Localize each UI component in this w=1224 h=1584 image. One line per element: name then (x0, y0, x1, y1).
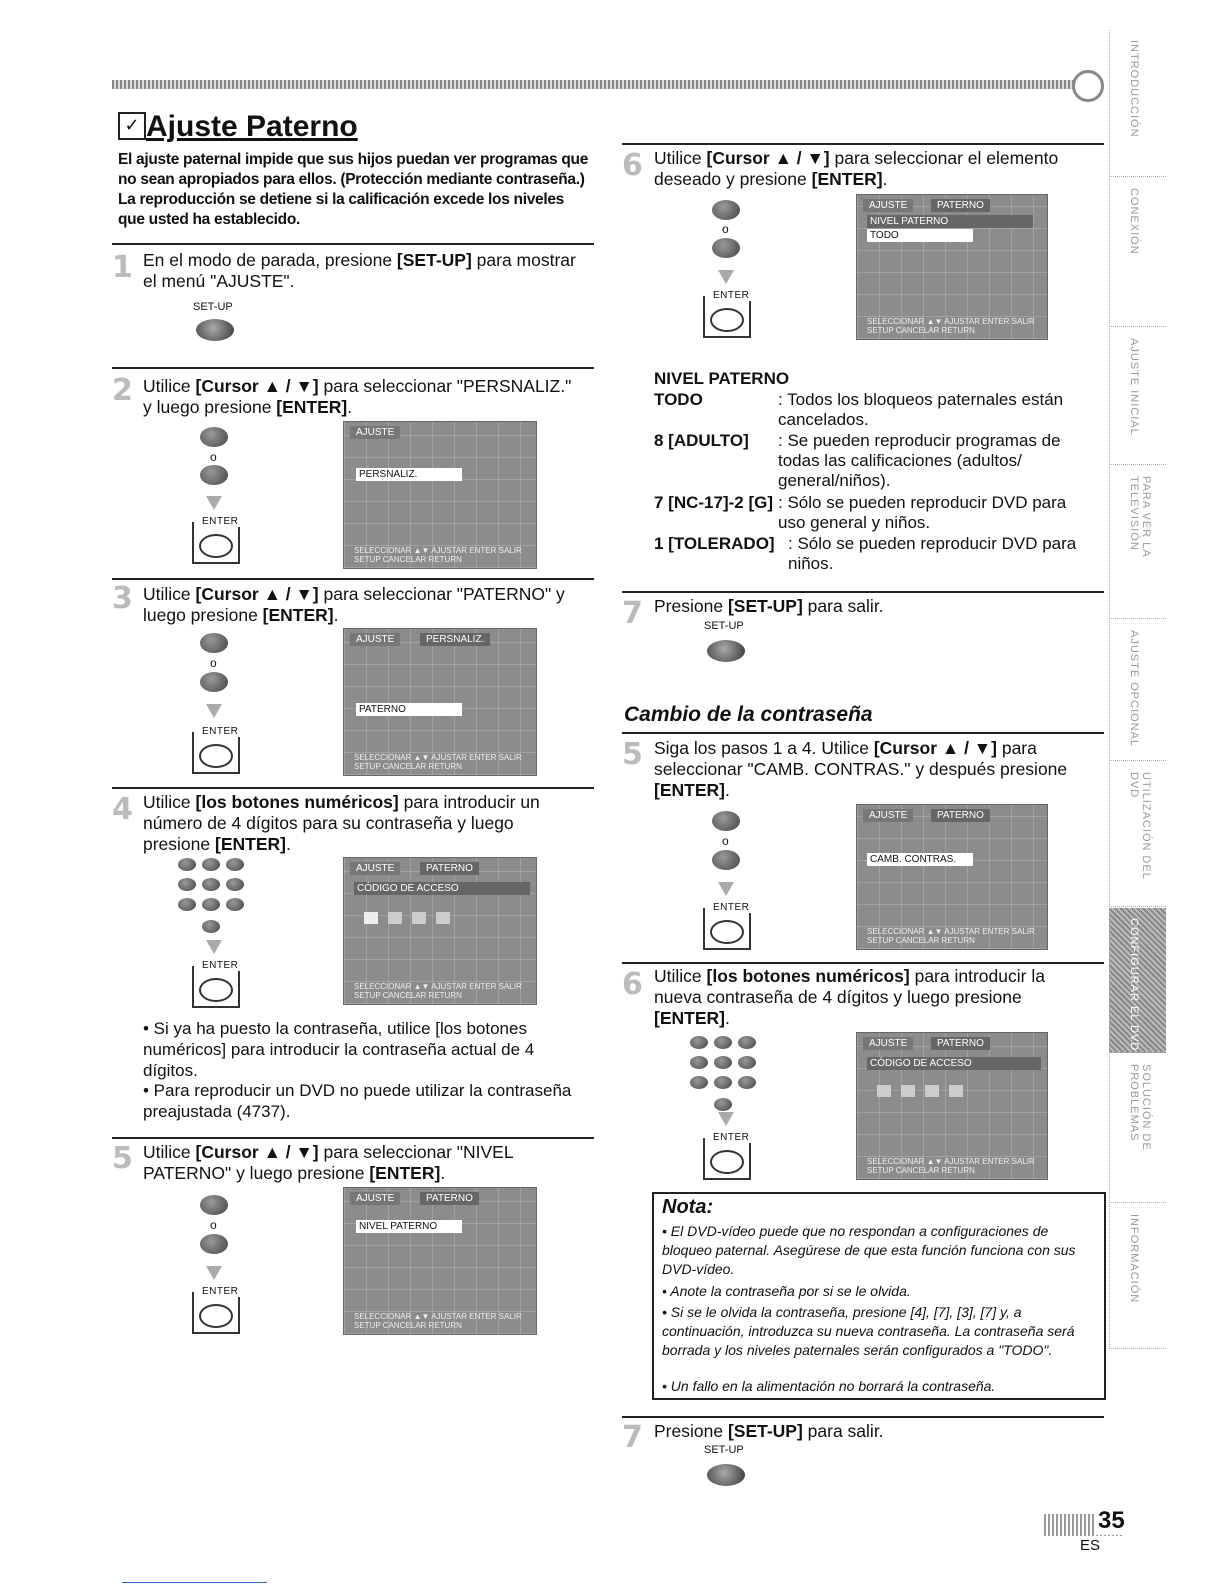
screen-todo (856, 194, 1048, 340)
setup-button-icon (707, 640, 745, 662)
arrow-down-icon (718, 882, 734, 896)
screen-selected-item: CÓDIGO DE ACCESO (354, 882, 530, 895)
setup-label: SET-UP (193, 301, 233, 313)
side-tab-label: CONEXIÓN (1128, 188, 1140, 255)
screen-tab: AJUSTE (863, 199, 913, 212)
cursor-down-icon (712, 850, 740, 870)
screen-selected-item: PATERNO (356, 703, 462, 716)
enter-label: ENTER (202, 1286, 239, 1297)
setup-label: SET-UP (704, 1444, 744, 1456)
step-4-bullet: • Para reproducir un DVD no puede utilizar la contraseña preajustada (4737). (143, 1081, 572, 1121)
note-item: • El DVD-vídeo puede que no respondan a configuraciones de bloqueo paternal. Asegúrese de que esta función funciona con sus DVD-vídeo. (662, 1223, 1076, 1277)
cursor-down-icon (200, 465, 228, 485)
nivel-label: 8 [ADULTO] (654, 431, 749, 450)
cursor-up-icon (712, 200, 740, 220)
step-4-bullet: • Si ya ha puesto la contraseña, utilice [los botones numéricos] para introducir la contraseña actual de 4 dígitos. (143, 1019, 535, 1080)
screen-tab: AJUSTE (350, 426, 400, 439)
step-6b-text: Utilice [los botones numéricos] para introducir la nueva contraseña de 4 dígitos y luego presione [ENTER]. (654, 966, 1045, 1028)
note-title: Nota: (662, 1196, 714, 1218)
side-tab-television[interactable] (1109, 466, 1166, 619)
enter-label: ENTER (202, 516, 239, 527)
step-divider (622, 962, 1104, 964)
step-6-text: Utilice [Cursor ▲ / ▼] para seleccionar el elemento deseado y presione [ENTER]. (654, 148, 1059, 189)
step-number: 5 (622, 737, 643, 772)
screen-selected-item: PERSNALIZ. (356, 468, 462, 481)
or-label: o (722, 834, 729, 848)
enter-circle-icon (199, 1304, 233, 1328)
enter-circle-icon (710, 308, 744, 332)
enter-label: ENTER (713, 1132, 750, 1143)
step-number: 7 (622, 1420, 643, 1455)
step-number: 5 (112, 1141, 133, 1176)
checkbox-icon: ✓ (118, 112, 146, 140)
screen-footer: SELECCIONAR ▲▼ AJUSTAR ENTER SALIR SETUP CANCELAR RETURN (867, 1157, 1035, 1175)
screen-camb-contras (856, 804, 1048, 950)
step-3-text: Utilice [Cursor ▲ / ▼] para seleccionar "PATERNO" y luego presione [ENTER]. (143, 584, 565, 625)
arrow-down-icon (206, 704, 222, 718)
screen-tab: PATERNO (931, 199, 990, 212)
side-tab-label: CONFIGURAR EL DVD (1128, 918, 1140, 1052)
screen-new-code (856, 1032, 1048, 1180)
enter-circle-icon (199, 744, 233, 768)
enter-button-icon (192, 960, 240, 1008)
enter-circle-icon (710, 920, 744, 944)
enter-circle-icon (710, 1150, 744, 1174)
or-label: o (722, 222, 729, 236)
enter-button-icon (192, 516, 240, 564)
side-tab-label: SOLUCIÓN DE PROBLEMAS (1128, 1064, 1152, 1151)
arrow-down-icon (718, 1112, 734, 1126)
side-tab-configurar-dvd[interactable] (1109, 908, 1166, 1053)
step-5b-text: Siga los pasos 1 a 4. Utilice [Cursor ▲ / ▼] para seleccionar "CAMB. CONTRAS." y después presione [ENTER]. (654, 738, 1068, 800)
side-tab-ajuste-inicial[interactable] (1109, 328, 1166, 465)
step-7b-text: Presione [SET-UP] para salir. (654, 1421, 884, 1441)
nivel-heading: NIVEL PATERNO (654, 369, 790, 388)
intro-text: El ajuste paternal impide que sus hijos puedan ver programas que no sean apropiados para ellos. (Protección mediante contraseña.) La reproducción se detiene si la calificación excede los niveles que usted ha establecido. (118, 151, 589, 228)
step-divider (622, 732, 1104, 734)
screen-tab: AJUSTE (350, 862, 400, 875)
page-number: 35 (1098, 1507, 1125, 1534)
setup-button-icon (196, 319, 234, 341)
screen-codigo (343, 857, 537, 1005)
nivel-text: : Todos los bloqueos paternales están cancelados. (778, 390, 1064, 429)
step-number: 4 (112, 792, 133, 827)
screen-tab: AJUSTE (863, 1037, 913, 1050)
screen-footer: SELECCIONAR ▲▼ AJUSTAR ENTER SALIR SETUP CANCELAR RETURN (354, 546, 522, 564)
enter-button-icon (703, 1132, 751, 1180)
step-divider (112, 578, 594, 580)
screen-selected-item: NIVEL PATERNO (356, 1220, 462, 1233)
step-divider (622, 591, 1104, 593)
nivel-label: TODO (654, 390, 703, 409)
enter-label: ENTER (202, 726, 239, 737)
or-label: o (210, 450, 217, 464)
screen-tab: PATERNO (931, 1037, 990, 1050)
enter-button-icon (192, 726, 240, 774)
bottom-link-line (122, 1582, 267, 1583)
screen-footer: SELECCIONAR ▲▼ AJUSTAR ENTER SALIR SETUP CANCELAR RETURN (354, 1312, 522, 1330)
screen-tab: PATERNO (420, 862, 479, 875)
step-number: 7 (622, 596, 643, 631)
screen-selected-item: CÓDIGO DE ACCESO (867, 1057, 1041, 1070)
side-tab-introduccion[interactable] (1109, 30, 1166, 177)
side-tab-label: UTILIZACIÓN DEL DVD (1128, 772, 1152, 880)
step-number: 1 (112, 250, 133, 285)
screen-selected-item: TODO (867, 229, 973, 242)
setup-label: SET-UP (704, 620, 744, 632)
side-tab-ajuste-opcional[interactable] (1109, 620, 1166, 761)
nivel-text: : Sólo se pueden reproducir DVD para uso general y niños. (778, 493, 1067, 532)
or-label: o (210, 1218, 217, 1232)
enter-label: ENTER (713, 902, 750, 913)
top-decorative-line (112, 80, 1084, 89)
step-2-text: Utilice [Cursor ▲ / ▼] para seleccionar "PERSNALIZ." y luego presione [ENTER]. (143, 376, 572, 417)
step-5-text: Utilice [Cursor ▲ / ▼] para seleccionar "NIVEL PATERNO" y luego presione [ENTER]. (143, 1142, 513, 1183)
step-divider (112, 243, 594, 245)
screen-selected-item: CAMB. CONTRAS. (867, 853, 973, 866)
side-tab-solucion-problemas[interactable] (1109, 1054, 1166, 1203)
step-4-text: Utilice [los botones numéricos] para introducir un número de 4 dígitos para su contraseña y luego presione [ENTER]. (143, 792, 540, 854)
screen-nivel-paterno (343, 1187, 537, 1335)
side-tab-label: INFORMACIÓN (1128, 1214, 1140, 1304)
section-title: Cambio de la contraseña (624, 703, 873, 726)
screen-tab: PATERNO (420, 1192, 479, 1205)
arrow-down-icon (206, 940, 222, 954)
side-tab-informacion[interactable] (1109, 1204, 1166, 1349)
enter-button-icon (192, 1286, 240, 1334)
enter-button-icon (703, 902, 751, 950)
step-number: 3 (112, 581, 133, 616)
screen-persnaliz (343, 421, 537, 569)
screen-row: NIVEL PATERNO (867, 215, 1033, 228)
cursor-down-icon (200, 1234, 228, 1254)
enter-button-icon (703, 290, 751, 338)
side-tab-label: AJUSTE INICIAL (1128, 338, 1140, 436)
nivel-text: : Se pueden reproducir programas de todas las calificaciones (adultos/ general/niños). (778, 431, 1061, 490)
step-number: 6 (622, 967, 643, 1002)
screen-tab: AJUSTE (350, 1192, 400, 1205)
cursor-down-icon (712, 238, 740, 258)
screen-tab: AJUSTE (863, 809, 913, 822)
step-divider (112, 367, 594, 369)
note-item: • Si se le olvida la contraseña, presione [4], [7], [3], [7] y, a continuación, introduzca su nueva contraseña. La contraseña será borrada y los niveles paternales serán configurados a "TODO". (662, 1304, 1075, 1358)
cursor-up-icon (712, 811, 740, 831)
arrow-down-icon (206, 1266, 222, 1280)
page-title: Ajuste Paterno (146, 110, 358, 143)
nivel-text: : Sólo se pueden reproducir DVD para niños. (788, 534, 1077, 573)
step-divider (622, 143, 1104, 145)
number-keypad-icon (690, 1036, 770, 1116)
enter-label: ENTER (202, 960, 239, 971)
step-1-text: En el modo de parada, presione [SET-UP] para mostrar el menú "AJUSTE". (143, 250, 576, 291)
step-number: 2 (112, 373, 133, 408)
screen-tab: PATERNO (931, 809, 990, 822)
setup-button-icon (707, 1464, 745, 1486)
note-item: • Anote la contraseña por si se le olvida. (662, 1283, 911, 1299)
screen-tab: PERSNALIZ. (420, 633, 490, 646)
side-tab-conexion[interactable] (1109, 178, 1166, 327)
arrow-down-icon (206, 496, 222, 510)
step-divider (622, 1416, 1104, 1418)
cursor-up-icon (200, 427, 228, 447)
step-divider (112, 787, 594, 789)
top-circle-decoration (1072, 70, 1104, 102)
page-language: ES (1080, 1537, 1101, 1554)
cursor-up-icon (200, 633, 228, 653)
enter-circle-icon (199, 978, 233, 1002)
or-label: o (210, 656, 217, 670)
enter-label: ENTER (713, 290, 750, 301)
side-tab-utilizacion-dvd[interactable] (1109, 762, 1166, 907)
screen-paterno (343, 628, 537, 776)
cursor-down-icon (200, 672, 228, 692)
screen-footer: SELECCIONAR ▲▼ AJUSTAR ENTER SALIR SETUP CANCELAR RETURN (354, 982, 522, 1000)
screen-footer: SELECCIONAR ▲▼ AJUSTAR ENTER SALIR SETUP CANCELAR RETURN (867, 927, 1035, 945)
nivel-label: 7 [NC-17]-2 [G] (654, 493, 774, 512)
nivel-label: 1 [TOLERADO] (654, 534, 775, 553)
screen-tab: AJUSTE (350, 633, 400, 646)
step-number: 6 (622, 148, 643, 183)
note-box (652, 1192, 1106, 1400)
side-tab-label: AJUSTE OPCIONAL (1128, 630, 1140, 748)
side-tab-label: INTRODUCCIÓN (1128, 40, 1140, 138)
enter-circle-icon (199, 534, 233, 558)
screen-footer: SELECCIONAR ▲▼ AJUSTAR ENTER SALIR SETUP CANCELAR RETURN (867, 317, 1035, 335)
arrow-down-icon (718, 270, 734, 284)
screen-footer: SELECCIONAR ▲▼ AJUSTAR ENTER SALIR SETUP CANCELAR RETURN (354, 753, 522, 771)
step-divider (112, 1137, 594, 1139)
cursor-up-icon (200, 1195, 228, 1215)
step-7-text: Presione [SET-UP] para salir. (654, 596, 884, 616)
note-item: • Un fallo en la alimentación no borrará la contraseña. (662, 1378, 996, 1394)
side-tab-label: PARA VER LA TELEVISIÓN (1128, 476, 1152, 558)
